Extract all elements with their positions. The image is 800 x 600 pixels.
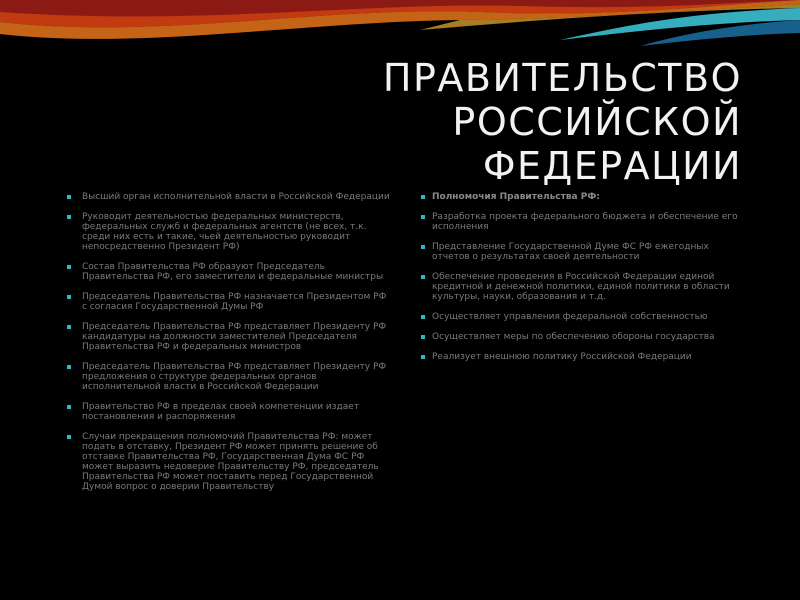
list-item: Разработка проекта федерального бюджета и обеспечение его исполнения	[422, 212, 747, 232]
left-column	[64, 192, 390, 502]
list-item: Представление Государственной Думе ФС РФ ежегодных отчетов о результатах своей деятельности	[422, 242, 747, 262]
right-column	[422, 192, 747, 372]
list-item: Правительство РФ в пределах своей компетенции издает постановления и распоряжения	[64, 402, 390, 422]
powers-heading: Полномочия Правительства РФ:	[422, 192, 747, 202]
list-item: Председатель Правительства РФ представляет Президенту РФ кандидатуры на должности заместителей Председателя Правительства РФ и федеральных министров	[64, 322, 390, 352]
list-item: Реализует внешнюю политику Российской Федерации	[422, 352, 747, 362]
list-item: Председатель Правительства РФ назначается Президентом РФ с согласия Государственной Думы РФ	[64, 292, 390, 312]
list-item: Осуществляет меры по обеспечению обороны государства	[422, 332, 747, 342]
list-item: Председатель Правительства РФ представляет Президенту РФ предложения о структуре федеральных органов исполнительной власти в Российской Федерации	[64, 362, 390, 392]
list-item: Осуществляет управления федеральной собственностью	[422, 312, 747, 322]
title-line: ФЕДЕРАЦИИ	[482, 144, 742, 188]
slide-title	[222, 56, 742, 188]
list-item: Высший орган исполнительной власти в Российской Федерации	[64, 192, 390, 202]
right-bullet-list	[422, 212, 747, 362]
list-item: Обеспечение проведения в Российской Федерации единой кредитной и денежной политики, единой политики в области культуры, науки, образования и т.д.	[422, 272, 747, 302]
title-line: ПРАВИТЕЛЬСТВО	[382, 56, 742, 100]
decorative-stripes	[0, 0, 800, 60]
list-item: Случаи прекращения полномочий Правительства РФ: может подать в отставку, Президент РФ может принять решение об отставке Правительства РФ, Государственная Дума ФС РФ может выразить недоверие Правительству РФ, председатель Правительства РФ может поставить перед Государственной Думой вопрос о доверии Правительству	[64, 432, 390, 492]
left-bullet-list	[64, 192, 390, 492]
list-item: Состав Правительства РФ образуют Председатель Правительства РФ, его заместители и федеральные министры	[64, 262, 390, 282]
title-line: РОССИЙСКОЙ	[452, 100, 742, 144]
list-item: Руководит деятельностью федеральных министерств, федеральных служб и федеральных агентств (не всех, т.к. среди них есть и такие, чьей деятельностью руководит непосредственно Президент РФ)	[64, 212, 390, 252]
